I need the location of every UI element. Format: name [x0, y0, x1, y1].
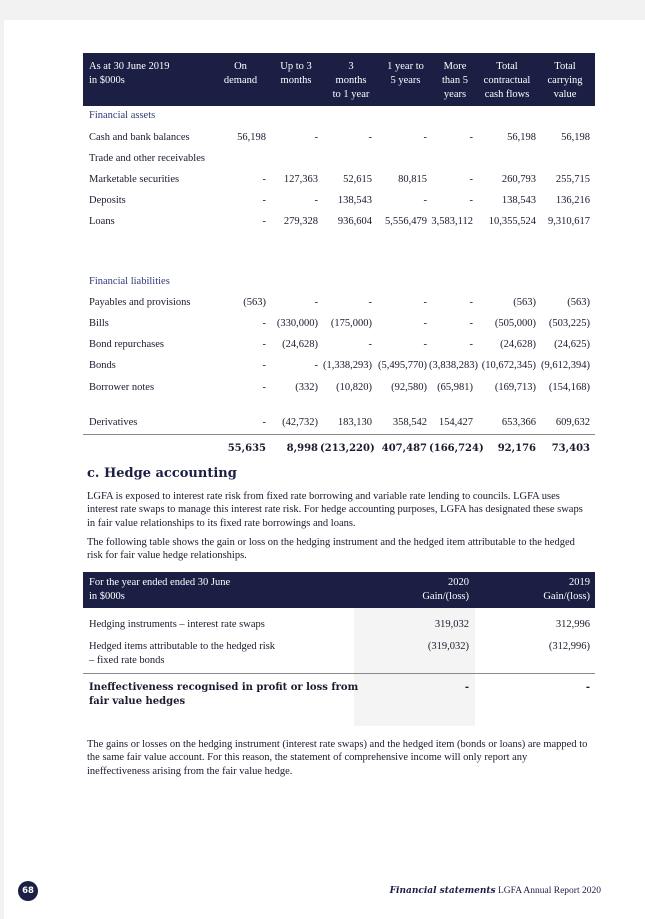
header-col-1-to-5-years [378, 60, 433, 88]
row-value: 407,487 [381, 443, 427, 454]
header-col-period [89, 60, 219, 88]
header-line: to 1 year [332, 89, 370, 100]
row-value: - [314, 297, 318, 308]
asset-row [83, 174, 595, 188]
header-line: than 5 [442, 75, 468, 86]
hedge-table [83, 572, 595, 728]
liability-row [83, 382, 595, 396]
row-value: 56,198 [507, 132, 536, 143]
row-label: Payables and provisions [89, 297, 191, 308]
page-number-badge: 68 [18, 881, 38, 901]
row-label: Bonds [89, 360, 116, 371]
row-value: 653,366 [501, 417, 536, 428]
row-value: (563) [513, 297, 536, 308]
header-line: Total [554, 61, 576, 72]
row-value: 10,355,524 [488, 216, 536, 227]
row-value: - [262, 360, 266, 371]
row-value: (42,732) [282, 417, 318, 428]
header-line: Gain/(loss) [543, 591, 590, 602]
value-2020: 319,032 [434, 619, 469, 630]
row-label: Bills [89, 318, 109, 329]
row-value: - [469, 339, 473, 350]
hedge-paragraph-1: LGFA is exposed to interest rate risk from fixed rate borrowing and variable rate lending to councils. LGFA uses interest rate swaps to manage this interest rate risk. For hedge accounting purposes, LGFA has designated these swaps in fair value relationships to its fixed rate borrowings and loans. [87, 491, 583, 529]
row-label: Bond repurchases [89, 339, 164, 350]
header-line: Total [496, 61, 518, 72]
row-value: (563) [567, 297, 590, 308]
header-line: 3 [348, 61, 354, 72]
row-value: (166,724) [429, 443, 484, 454]
value-2020: - [464, 682, 469, 693]
liability-row [83, 360, 595, 374]
row-label: Deposits [89, 195, 126, 206]
header-line: contractual [483, 75, 531, 86]
row-value: - [469, 195, 473, 206]
row-label: Borrower notes [89, 382, 155, 393]
row-value: (505,000) [494, 318, 536, 329]
value-2020: (319,032) [427, 641, 469, 652]
header-line: 2019 [569, 577, 590, 588]
hedge-table-header [83, 572, 595, 608]
hedge-header-2020 [383, 576, 469, 604]
row-value: - [262, 195, 266, 206]
row-value: (92,580) [391, 382, 427, 393]
liability-row [83, 297, 595, 311]
row-value: - [469, 174, 473, 185]
row-value: (175,000) [330, 318, 372, 329]
row-value: 73,403 [551, 443, 590, 454]
row-value: 8,998 [286, 443, 318, 454]
header-line: demand [223, 75, 258, 86]
row-value: - [368, 297, 372, 308]
asset-row [83, 216, 595, 230]
label-line: fair value hedges [89, 695, 186, 707]
label-line: Ineffectiveness recognised in profit or loss from [89, 682, 359, 693]
row-value: 92,176 [497, 443, 536, 454]
page-footer [390, 886, 601, 896]
total-rule [83, 434, 595, 435]
row-value: (330,000) [276, 318, 318, 329]
hedge-accounting-heading: c. Hedge accounting [87, 466, 237, 481]
hedge-rule [83, 673, 595, 674]
row-value: (563) [243, 297, 266, 308]
row-value: 358,542 [392, 417, 427, 428]
row-value: (65,981) [437, 382, 473, 393]
header-col-on-demand [215, 60, 266, 88]
row-value: 255,715 [555, 174, 590, 185]
hedge-paragraph-2: The following table shows the gain or loss on the hedging instrument and the hedged item attributable to the hedged risk for fair value hedge relationships. [87, 537, 575, 562]
row-value: - [469, 297, 473, 308]
hedge-header-2019 [493, 576, 590, 604]
row-value: 136,216 [555, 195, 590, 206]
row-value: (503,225) [548, 318, 590, 329]
row-value: - [423, 195, 427, 206]
row-value: - [262, 216, 266, 227]
header-line: value [553, 89, 577, 100]
asset-row [83, 132, 595, 146]
row-value: 279,328 [283, 216, 318, 227]
header-line: 5 years [390, 75, 421, 86]
row-value: - [423, 339, 427, 350]
row-value: 138,543 [337, 195, 372, 206]
row-value: 80,815 [398, 174, 427, 185]
row-value: - [423, 297, 427, 308]
row-value: (3,838,283) [429, 360, 478, 371]
total-row [83, 443, 595, 457]
page [4, 20, 645, 919]
row-value: (24,628) [282, 339, 318, 350]
header-line: years [443, 89, 467, 100]
label-line: – fixed rate bonds [89, 654, 165, 666]
row-value: 138,543 [501, 195, 536, 206]
liability-row [83, 339, 595, 353]
row-value: - [262, 417, 266, 428]
header-line: carrying [547, 75, 583, 86]
label-line: Hedged items attributable to the hedged risk [89, 641, 276, 652]
header-line: months [335, 75, 367, 86]
liability-row [83, 318, 595, 332]
header-line: On [234, 61, 247, 72]
row-value: 55,635 [227, 443, 266, 454]
header-line: in $000s [89, 591, 125, 602]
row-label [89, 640, 275, 667]
header-line: More [443, 61, 467, 72]
row-value: (332) [295, 382, 318, 393]
row-label: Loans [89, 216, 115, 227]
maturity-table-header [83, 53, 595, 106]
hedge-header-period [89, 576, 230, 604]
row-value: 154,427 [438, 417, 473, 428]
row-value: - [314, 360, 318, 371]
assets-section-label: Financial assets [89, 110, 156, 121]
header-line: cash flows [484, 89, 530, 100]
row-value: - [469, 318, 473, 329]
row-value: 260,793 [501, 174, 536, 185]
value-2019: (312,996) [548, 641, 590, 652]
row-value: - [368, 339, 372, 350]
row-label: Derivatives [89, 417, 138, 428]
hedge-paragraph-3: The gains or losses on the hedging instrument (interest rate swaps) and the hedged item (bonds or loans) are mapped to the same fair value account. For this reason, the statement of comprehensive income will only report any ineffectiveness arising from the fair value hedge. [87, 739, 588, 777]
footer-section: Financial statements [389, 886, 496, 896]
row-value: (154,168) [548, 382, 590, 393]
maturity-table [83, 53, 595, 454]
row-value: (5,495,770) [378, 360, 427, 371]
row-value: (169,713) [494, 382, 536, 393]
liabilities-section-label: Financial liabilities [89, 276, 170, 287]
row-value: (10,820) [336, 382, 372, 393]
derivatives-row [83, 417, 595, 431]
header-line: 2020 [448, 577, 469, 588]
row-value: 936,604 [337, 216, 372, 227]
row-value: 183,130 [337, 417, 372, 428]
row-value: - [423, 318, 427, 329]
row-value: - [368, 132, 372, 143]
row-value: - [262, 382, 266, 393]
row-value: - [423, 132, 427, 143]
asset-row [83, 153, 595, 167]
row-label: Hedging instruments – interest rate swaps [89, 619, 265, 630]
row-value: 52,615 [343, 174, 372, 185]
row-value: - [469, 132, 473, 143]
row-value: (24,628) [500, 339, 536, 350]
value-2019: 312,996 [555, 619, 590, 630]
header-line: For the year ended ended 30 June [89, 577, 231, 588]
footer-report: LGFA Annual Report 2020 [497, 886, 601, 896]
header-col-up-to-3-months [268, 60, 324, 88]
header-col-total-carrying [539, 60, 591, 102]
header-line: Up to 3 [280, 61, 312, 72]
row-value: 9,310,617 [548, 216, 590, 227]
row-label: Marketable securities [89, 174, 180, 185]
row-label: Trade and other receivables [89, 153, 205, 164]
header-col-3-months-to-1-year [326, 60, 376, 102]
row-value: 56,198 [561, 132, 590, 143]
row-value: - [262, 174, 266, 185]
value-2019: - [585, 682, 590, 693]
header-col-total-contractual [475, 60, 539, 102]
row-value: (24,625) [554, 339, 590, 350]
header-line: in $000s [89, 75, 125, 86]
header-line: Gain/(loss) [422, 591, 469, 602]
header-col-more-than-5-years [435, 60, 475, 102]
header-line: months [280, 75, 312, 86]
row-value: - [314, 195, 318, 206]
row-value: (213,220) [320, 443, 375, 454]
row-value: (9,612,394) [541, 360, 590, 371]
row-value: - [314, 132, 318, 143]
row-label: Cash and bank balances [89, 132, 190, 143]
header-line: 1 year to [387, 61, 424, 72]
row-value: - [262, 318, 266, 329]
row-value: 609,632 [555, 417, 590, 428]
row-label [89, 681, 358, 708]
row-value: (10,672,345) [481, 360, 536, 371]
asset-row [83, 195, 595, 209]
row-value: 5,556,479 [385, 216, 427, 227]
row-value: - [262, 339, 266, 350]
header-line: As at 30 June 2019 [89, 61, 170, 72]
row-value: 3,583,112 [431, 216, 473, 227]
row-value: 127,363 [283, 174, 318, 185]
row-value: (1,338,293) [323, 360, 372, 371]
row-value: 56,198 [237, 132, 266, 143]
